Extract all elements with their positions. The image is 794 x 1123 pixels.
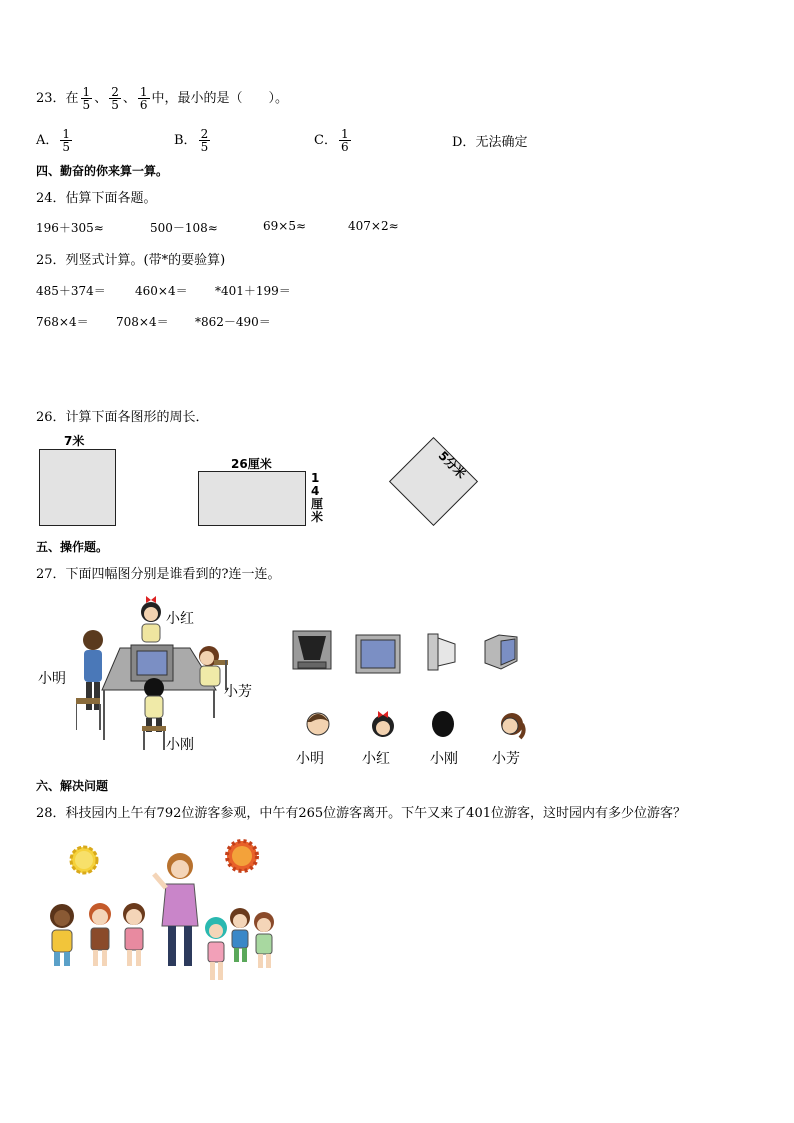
calc-item: 708×4＝ <box>116 315 169 329</box>
fraction: $\frac{1}{5}$ <box>82 85 91 112</box>
estimate-item: 407×2≈ <box>348 219 399 233</box>
view-back-computer-icon <box>292 630 332 672</box>
fraction: $\frac{1}{6}$ <box>139 85 148 112</box>
calc-item: *862－490＝ <box>195 315 271 329</box>
kid-head-xiaofang-icon <box>498 710 526 740</box>
kid-head-xiaohong-icon <box>370 710 396 738</box>
view-angle-computer-icon <box>483 631 519 671</box>
question-26-title: 26．计算下面各图形的周长． <box>36 410 209 425</box>
estimate-item: 196＋305≈ <box>36 221 104 235</box>
estimate-item: 500－108≈ <box>150 221 218 235</box>
square-figure <box>39 449 116 526</box>
kid-name: 小明 <box>296 751 324 767</box>
estimate-item: 69×5≈ <box>263 219 307 233</box>
fraction: $\frac{2}{5}$ <box>200 127 209 154</box>
kid-head-xiaogang-icon <box>431 710 455 738</box>
sun-icon <box>71 847 97 873</box>
question-25-title: 25．列竖式计算。(带*的要验算) <box>36 253 226 268</box>
option-d: D．无法确定 <box>452 135 528 150</box>
scene-illustration <box>76 590 240 755</box>
section-heading-4: 四、勤奋的你来算一算。 <box>36 164 169 178</box>
kid-name: 小刚 <box>430 751 458 767</box>
calc-item: 485＋374＝ <box>36 284 106 298</box>
question-23: 23．在 $\frac{1}{5}$ 、 $\frac{2}{5}$ 、 $\frac{1}{6}$ 中，最小的是（ ）。 <box>36 85 289 112</box>
option-a: A． $\frac{1}{5}$ <box>36 127 71 154</box>
view-front-computer-icon <box>355 634 401 676</box>
option-c: C． $\frac{1}{6}$ <box>314 127 349 154</box>
rhombus-figure <box>389 437 478 526</box>
question-27-title: 27．下面四幅图分别是谁看到的?连一连。 <box>36 567 281 582</box>
rectangle-figure <box>198 471 306 526</box>
fraction: $\frac{2}{5}$ <box>111 85 119 112</box>
square-side-label: 7米 <box>64 434 85 448</box>
kid-name: 小芳 <box>492 751 520 767</box>
calc-item: 768×4＝ <box>36 315 89 329</box>
calc-item: 460×4＝ <box>135 284 188 298</box>
view-side-computer-icon <box>427 632 457 672</box>
kid-head-xiaoming-icon <box>305 710 331 736</box>
calc-item: *401＋199＝ <box>215 284 291 298</box>
kid-name: 小红 <box>362 751 390 767</box>
question-24-title: 24．估算下面各题。 <box>36 191 157 206</box>
rhombus-side-label: 5分米 <box>435 448 469 482</box>
fraction: $\frac{1}{6}$ <box>340 127 349 154</box>
sun-icon <box>227 841 257 871</box>
question-number: 23．在 <box>36 91 79 106</box>
scene-name-right: 小芳 <box>224 684 252 700</box>
scene-name-top: 小红 <box>166 611 194 627</box>
fraction: $\frac{1}{5}$ <box>62 127 71 154</box>
section-heading-6: 六、解决问题 <box>36 779 109 793</box>
scene-name-left: 小明 <box>38 671 66 687</box>
tour-group-illustration <box>44 838 284 986</box>
question-28: 28．科技园内上午有792位游客参观，中午有265位游客离开。下午又来了401位游客，这时园内有多少位游客？ <box>36 806 686 821</box>
scene-name-bottom: 小刚 <box>166 737 194 753</box>
rectangle-width-label: 14厘米 <box>311 471 324 524</box>
rectangle-length-label: 26厘米 <box>231 457 272 471</box>
option-b: B． $\frac{2}{5}$ <box>174 127 209 154</box>
section-heading-5: 五、操作题。 <box>36 540 109 554</box>
